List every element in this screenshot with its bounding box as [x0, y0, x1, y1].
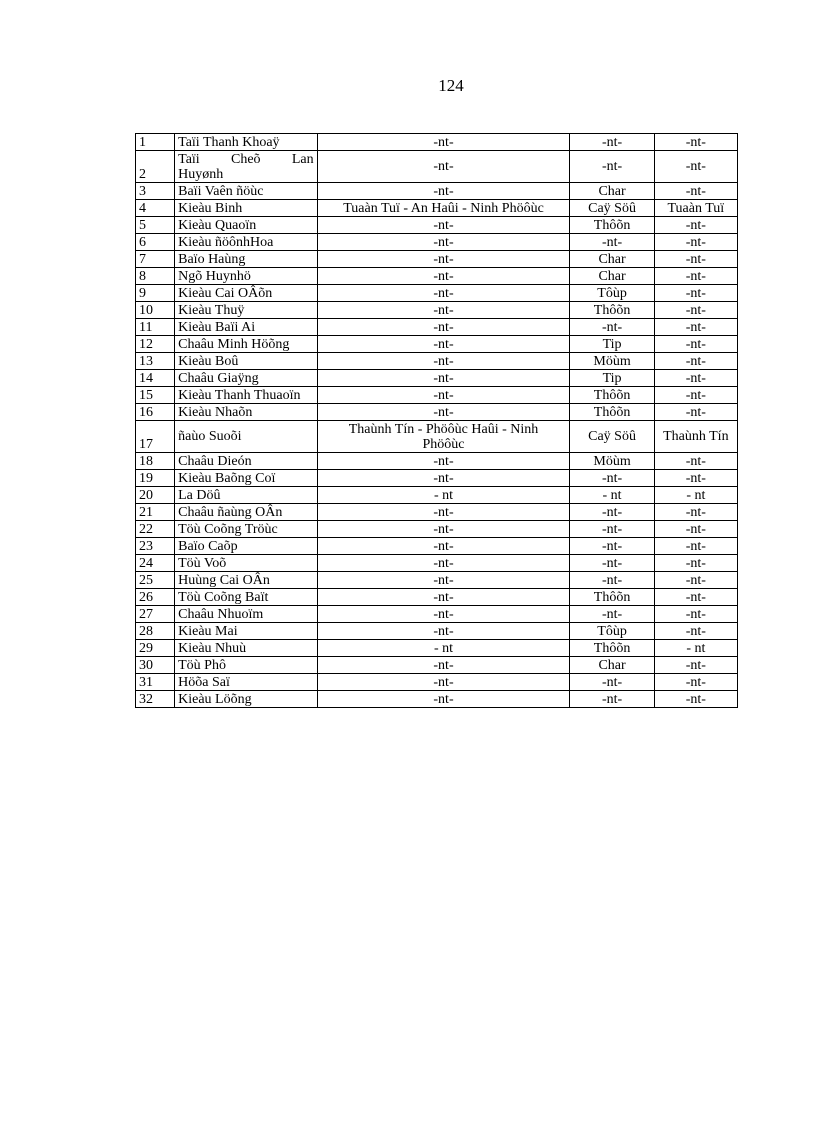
table-row [136, 538, 738, 555]
name-cell: Chaâu Dieón [175, 453, 317, 470]
occupation-cell: -nt- [570, 538, 654, 555]
table-row [136, 251, 738, 268]
occupation-cell: Char [570, 251, 654, 268]
name-cell: Chaâu Giaÿng [175, 370, 317, 387]
table-row [136, 421, 738, 453]
occupation-cell: Thôõn [570, 302, 654, 319]
table-row [136, 640, 738, 657]
table-row [136, 370, 738, 387]
residence-cell: - nt [654, 487, 737, 504]
table-row [136, 487, 738, 504]
name-cell: Kieàu Löõng [175, 691, 317, 708]
table-row [136, 572, 738, 589]
occupation-cell: Tôùp [570, 285, 654, 302]
row-number-cell: 7 [136, 251, 175, 268]
residence-cell: -nt- [654, 387, 737, 404]
residence-cell: -nt- [654, 404, 737, 421]
row-number-cell: 23 [136, 538, 175, 555]
name-cell: Baïo Caõp [175, 538, 317, 555]
row-number-cell: 4 [136, 200, 175, 217]
row-number-cell: 22 [136, 521, 175, 538]
row-number-cell: 6 [136, 234, 175, 251]
residence-cell: -nt- [654, 521, 737, 538]
place-cell: Tuaàn Tuï - An Haûi - Ninh Phöôùc [317, 200, 570, 217]
table-row [136, 623, 738, 640]
residence-cell: -nt- [654, 606, 737, 623]
occupation-cell: Char [570, 268, 654, 285]
name-cell: Kieàu Thanh Thuaoïn [175, 387, 317, 404]
residence-cell: -nt- [654, 589, 737, 606]
residence-cell: -nt- [654, 470, 737, 487]
occupation-cell: Tip [570, 336, 654, 353]
occupation-cell: -nt- [570, 319, 654, 336]
occupation-cell: Char [570, 657, 654, 674]
place-cell: - nt [317, 487, 570, 504]
row-number-cell: 14 [136, 370, 175, 387]
table-row [136, 302, 738, 319]
name-cell: Chaâu Nhuoïm [175, 606, 317, 623]
name-cell: Huùng Cai OÂn [175, 572, 317, 589]
name-cell: Kieàu Quaoïn [175, 217, 317, 234]
name-cell: Kieàu Thuÿ [175, 302, 317, 319]
table-row [136, 387, 738, 404]
name-cell: Töù Phô [175, 657, 317, 674]
row-number-cell: 16 [136, 404, 175, 421]
place-cell: -nt- [317, 285, 570, 302]
place-cell: -nt- [317, 234, 570, 251]
name-cell: Taïi Cheõ Lan Huyønh [175, 151, 317, 183]
residence-cell: -nt- [654, 302, 737, 319]
residence-cell: -nt- [654, 268, 737, 285]
occupation-cell: - nt [570, 487, 654, 504]
table-row [136, 234, 738, 251]
row-number-cell: 18 [136, 453, 175, 470]
place-cell: -nt- [317, 217, 570, 234]
occupation-cell: Thôõn [570, 589, 654, 606]
place-cell: -nt- [317, 370, 570, 387]
occupation-cell: -nt- [570, 606, 654, 623]
row-number-cell: 8 [136, 268, 175, 285]
residence-cell: -nt- [654, 674, 737, 691]
residence-cell: -nt- [654, 251, 737, 268]
place-cell: -nt- [317, 674, 570, 691]
residence-cell: - nt [654, 640, 737, 657]
place-cell: -nt- [317, 151, 570, 183]
row-number-cell: 10 [136, 302, 175, 319]
name-cell: Töù Coõng Tröùc [175, 521, 317, 538]
name-cell: Kieàu Cai OÂõn [175, 285, 317, 302]
place-cell: -nt- [317, 623, 570, 640]
residence-cell: -nt- [654, 453, 737, 470]
place-cell: -nt- [317, 251, 570, 268]
row-number-cell: 21 [136, 504, 175, 521]
row-number-cell: 27 [136, 606, 175, 623]
place-cell: -nt- [317, 134, 570, 151]
page-number: 124 [438, 76, 464, 95]
place-cell: -nt- [317, 589, 570, 606]
table-row [136, 268, 738, 285]
residence-cell: -nt- [654, 555, 737, 572]
residence-cell: -nt- [654, 151, 737, 183]
residence-cell: -nt- [654, 538, 737, 555]
occupation-cell: -nt- [570, 555, 654, 572]
table-row [136, 606, 738, 623]
residence-cell: -nt- [654, 134, 737, 151]
table-row [136, 521, 738, 538]
roster-table-body [136, 134, 738, 708]
place-cell: -nt- [317, 183, 570, 200]
residence-cell: Thaùnh Tín [654, 421, 737, 453]
place-cell: -nt- [317, 319, 570, 336]
occupation-cell: Thôõn [570, 404, 654, 421]
row-number-cell: 26 [136, 589, 175, 606]
place-cell: -nt- [317, 302, 570, 319]
table-row [136, 589, 738, 606]
table-row [136, 691, 738, 708]
place-cell: -nt- [317, 387, 570, 404]
occupation-cell: Möùm [570, 353, 654, 370]
occupation-cell: -nt- [570, 470, 654, 487]
occupation-cell: -nt- [570, 504, 654, 521]
place-cell: -nt- [317, 538, 570, 555]
residence-cell: -nt- [654, 353, 737, 370]
row-number-cell: 15 [136, 387, 175, 404]
table-row [136, 336, 738, 353]
name-cell: Ngõ Huynhö [175, 268, 317, 285]
roster-table [135, 133, 738, 708]
row-number-cell: 29 [136, 640, 175, 657]
residence-cell: -nt- [654, 319, 737, 336]
table-row [136, 657, 738, 674]
row-number-cell: 28 [136, 623, 175, 640]
name-cell: Baïo Haùng [175, 251, 317, 268]
row-number-cell: 25 [136, 572, 175, 589]
table-row [136, 151, 738, 183]
name-cell: Kieàu Baõng Coï [175, 470, 317, 487]
name-cell: Höõa Saï [175, 674, 317, 691]
residence-cell: Tuaàn Tuï [654, 200, 737, 217]
residence-cell: -nt- [654, 285, 737, 302]
table-row [136, 674, 738, 691]
table-row [136, 183, 738, 200]
row-number-cell: 24 [136, 555, 175, 572]
name-cell: Taïi Thanh Khoaÿ [175, 134, 317, 151]
row-number-cell: 5 [136, 217, 175, 234]
name-cell: Chaâu ñaùng OÂn [175, 504, 317, 521]
name-cell: ñaùo Suoõi [175, 421, 317, 453]
table-row [136, 453, 738, 470]
occupation-cell: -nt- [570, 134, 654, 151]
row-number-cell: 17 [136, 421, 175, 453]
occupation-cell: Caÿ Söû [570, 421, 654, 453]
residence-cell: -nt- [654, 572, 737, 589]
place-cell: -nt- [317, 521, 570, 538]
residence-cell: -nt- [654, 217, 737, 234]
row-number-cell: 31 [136, 674, 175, 691]
row-number-cell: 11 [136, 319, 175, 336]
table-row [136, 404, 738, 421]
residence-cell: -nt- [654, 623, 737, 640]
residence-cell: -nt- [654, 234, 737, 251]
occupation-cell: Caÿ Söû [570, 200, 654, 217]
occupation-cell: -nt- [570, 234, 654, 251]
name-cell: Kieàu Nhuù [175, 640, 317, 657]
place-cell: -nt- [317, 606, 570, 623]
row-number-cell: 1 [136, 134, 175, 151]
place-cell: -nt- [317, 555, 570, 572]
occupation-cell: -nt- [570, 572, 654, 589]
name-cell: Kieàu Baïi Ai [175, 319, 317, 336]
row-number-cell: 13 [136, 353, 175, 370]
place-cell: - nt [317, 640, 570, 657]
occupation-cell: Thôõn [570, 387, 654, 404]
residence-cell: -nt- [654, 691, 737, 708]
occupation-cell: -nt- [570, 151, 654, 183]
table-row [136, 134, 738, 151]
occupation-cell: -nt- [570, 691, 654, 708]
table-row [136, 555, 738, 572]
residence-cell: -nt- [654, 336, 737, 353]
table-row [136, 217, 738, 234]
place-cell: -nt- [317, 453, 570, 470]
residence-cell: -nt- [654, 370, 737, 387]
residence-cell: -nt- [654, 657, 737, 674]
place-cell: -nt- [317, 353, 570, 370]
occupation-cell: Char [570, 183, 654, 200]
residence-cell: -nt- [654, 183, 737, 200]
occupation-cell: Tôùp [570, 623, 654, 640]
name-cell: Baïi Vaên ñöùc [175, 183, 317, 200]
name-cell: Kieàu ñöônhHoa [175, 234, 317, 251]
place-cell: -nt- [317, 572, 570, 589]
row-number-cell: 32 [136, 691, 175, 708]
name-cell: La Döû [175, 487, 317, 504]
residence-cell: -nt- [654, 504, 737, 521]
table-row [136, 470, 738, 487]
name-cell: Kieàu Binh [175, 200, 317, 217]
row-number-cell: 20 [136, 487, 175, 504]
place-cell: -nt- [317, 657, 570, 674]
table-row [136, 353, 738, 370]
table-row [136, 504, 738, 521]
table-row [136, 285, 738, 302]
occupation-cell: Möùm [570, 453, 654, 470]
row-number-cell: 30 [136, 657, 175, 674]
place-cell: -nt- [317, 336, 570, 353]
row-number-cell: 12 [136, 336, 175, 353]
name-cell: Chaâu Minh Höõng [175, 336, 317, 353]
place-cell: -nt- [317, 470, 570, 487]
table-row [136, 200, 738, 217]
table-row [136, 319, 738, 336]
place-cell: -nt- [317, 691, 570, 708]
place-cell: -nt- [317, 504, 570, 521]
place-cell: Thaùnh Tín - Phöôùc Haûi - Ninh Phöôùc [317, 421, 570, 453]
occupation-cell: Tip [570, 370, 654, 387]
row-number-cell: 9 [136, 285, 175, 302]
name-cell: Kieàu Boû [175, 353, 317, 370]
row-number-cell: 19 [136, 470, 175, 487]
name-cell: Kieàu Nhaõn [175, 404, 317, 421]
occupation-cell: -nt- [570, 674, 654, 691]
occupation-cell: Thôõn [570, 217, 654, 234]
name-cell: Töù Coõng Baït [175, 589, 317, 606]
name-cell: Töù Voõ [175, 555, 317, 572]
occupation-cell: -nt- [570, 521, 654, 538]
row-number-cell: 3 [136, 183, 175, 200]
row-number-cell: 2 [136, 151, 175, 183]
name-cell: Kieàu Mai [175, 623, 317, 640]
occupation-cell: Thôõn [570, 640, 654, 657]
place-cell: -nt- [317, 404, 570, 421]
place-cell: -nt- [317, 268, 570, 285]
